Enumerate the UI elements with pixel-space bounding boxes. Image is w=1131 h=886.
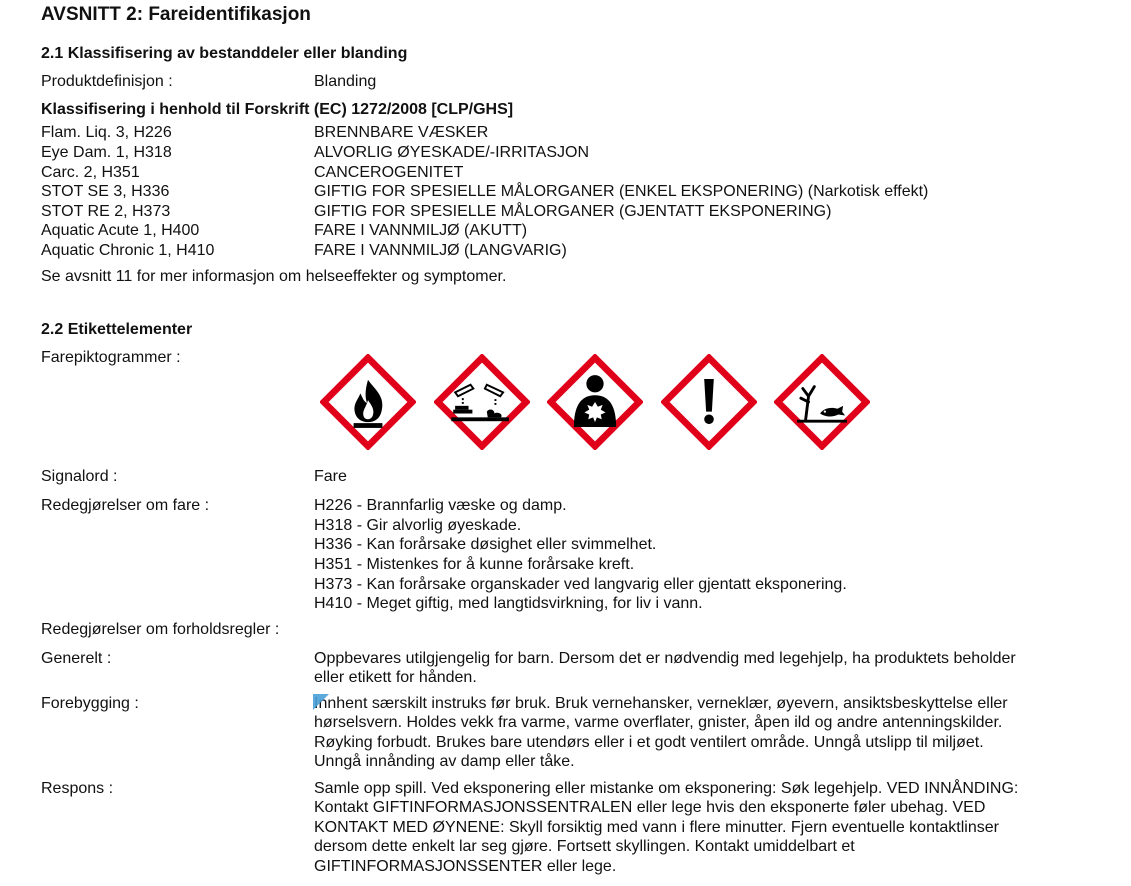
class-code: STOT SE 3, H336 bbox=[41, 183, 170, 200]
product-definition-label: Produktdefinisjon : bbox=[41, 73, 173, 90]
general-line: eller etikett for hånden. bbox=[314, 669, 477, 686]
signal-word-value: Fare bbox=[314, 468, 347, 485]
response-line: dersom dette enkelt lar seg gjøre. Fortsett skyllingen. Kontakt umiddelbart et bbox=[314, 838, 855, 855]
general-line: Oppbevares utilgjengelig for barn. Dersom det er nødvendig med legehjelp, ha produktets beholder bbox=[314, 650, 1016, 667]
class-code: Flam. Liq. 3, H226 bbox=[41, 124, 172, 141]
class-code: STOT RE 2, H373 bbox=[41, 203, 171, 220]
hazard-statement: H336 - Kan forårsake døsighet eller svimmelhet. bbox=[314, 536, 657, 553]
section-title: AVSNITT 2: Fareidentifikasjon bbox=[41, 4, 311, 25]
prevention-line: Unngå innånding av damp eller tåke. bbox=[314, 753, 575, 770]
environment-icon bbox=[774, 354, 870, 450]
hazard-statement: H318 - Gir alvorlig øyeskade. bbox=[314, 517, 522, 534]
prevention-line: Innhent særskilt instruks før bruk. Bruk vernehansker, verneklær, øyevern, ansiktsbeskyttelse eller bbox=[314, 695, 1008, 712]
class-desc: GIFTIG FOR SPESIELLE MÅLORGANER (ENKEL EKSPONERING) (Narkotisk effekt) bbox=[314, 183, 929, 200]
flame-icon bbox=[320, 354, 416, 450]
hazard-statement: H351 - Mistenkes for å kunne forårsake kreft. bbox=[314, 556, 635, 573]
class-desc: FARE I VANNMILJØ (LANGVARIG) bbox=[314, 242, 567, 259]
subsection-2-1-title: 2.1 Klassifisering av bestanddeler eller blanding bbox=[41, 45, 408, 62]
hazard-statement: H373 - Kan forårsake organskader ved langvarig eller gjentatt eksponering. bbox=[314, 576, 847, 593]
class-desc: FARE I VANNMILJØ (AKUTT) bbox=[314, 222, 528, 239]
response-line: Kontakt GIFTINFORMASJONSSENTRALEN eller lege hvis den eksponerte føler ubehag. VED bbox=[314, 799, 986, 816]
response-line: KONTAKT MED ØYNENE: Skyll forsiktig med vann i flere minutter. Fjern eventuelle kontaktlinser bbox=[314, 819, 999, 836]
subsection-2-2-title: 2.2 Etikettelementer bbox=[41, 321, 193, 338]
pictograms-label: Farepiktogrammer : bbox=[41, 349, 181, 366]
corrosion-icon bbox=[434, 354, 530, 450]
prevention-line: Røyking forbudt. Brukes bare utendørs eller i et godt ventilert område. Unngå utslipp til miljøet. bbox=[314, 734, 984, 751]
hazard-statement: H410 - Meget giftig, med langtidsvirkning, for liv i vann. bbox=[314, 595, 703, 612]
hazard-statements-label: Redegjørelser om fare : bbox=[41, 497, 210, 514]
prevention-line: hørselsvern. Holdes vekk fra varme, varme overflater, gnister, åpen ild og andre antenningskilder. bbox=[314, 714, 1003, 731]
response-label: Respons : bbox=[41, 780, 114, 797]
exclamation-icon bbox=[661, 354, 757, 450]
section-11-note: Se avsnitt 11 for mer informasjon om helseeffekter og symptomer. bbox=[41, 268, 507, 285]
prevention-label: Forebygging : bbox=[41, 695, 139, 712]
general-label: Generelt : bbox=[41, 650, 112, 667]
class-code: Aquatic Acute 1, H400 bbox=[41, 222, 200, 239]
class-code: Aquatic Chronic 1, H410 bbox=[41, 242, 215, 259]
clp-classification-title: Klassifisering i henhold til Forskrift (EC) 1272/2008 [CLP/GHS] bbox=[41, 101, 514, 118]
class-code: Eye Dam. 1, H318 bbox=[41, 144, 172, 161]
response-line: Samle opp spill. Ved eksponering eller mistanke om eksponering: Søk legehjelp. VED INNÅNDING: bbox=[314, 780, 1019, 797]
response-line: GIFTINFORMASJONSSENTER eller lege. bbox=[314, 858, 617, 875]
comment-marker-icon[interactable] bbox=[313, 694, 329, 710]
class-code: Carc. 2, H351 bbox=[41, 164, 140, 181]
product-definition-value: Blanding bbox=[314, 73, 377, 90]
class-desc: CANCEROGENITET bbox=[314, 164, 464, 181]
class-desc: BRENNBARE VÆSKER bbox=[314, 124, 489, 141]
health-hazard-icon bbox=[547, 354, 643, 450]
class-desc: GIFTIG FOR SPESIELLE MÅLORGANER (GJENTATT EKSPONERING) bbox=[314, 203, 832, 220]
signal-word-label: Signalord : bbox=[41, 468, 118, 485]
class-desc: ALVORLIG ØYESKADE/-IRRITASJON bbox=[314, 144, 590, 161]
hazard-statement: H226 - Brannfarlig væske og damp. bbox=[314, 497, 567, 514]
precautionary-statements-label: Redegjørelser om forholdsregler : bbox=[41, 621, 280, 638]
hazard-pictograms bbox=[320, 354, 888, 450]
